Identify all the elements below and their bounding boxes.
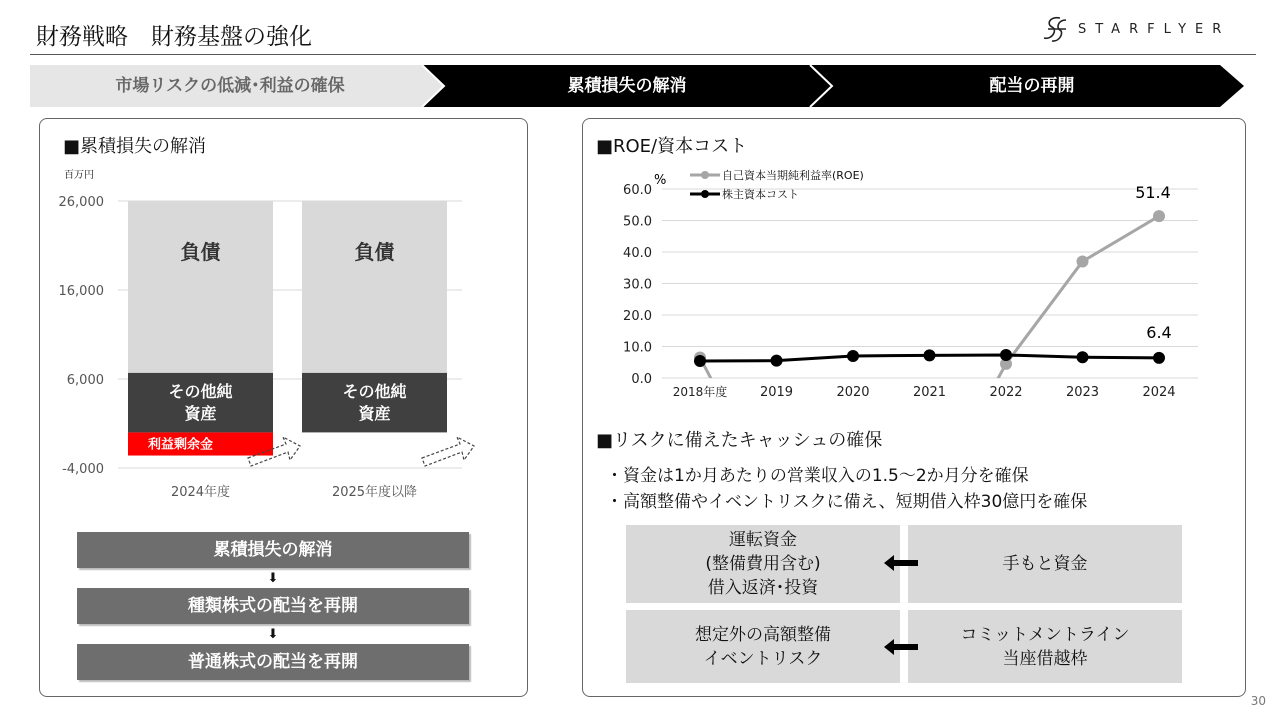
balance-chart	[40, 180, 526, 510]
y-tick-label: 10.0	[623, 340, 652, 356]
header-divider	[30, 54, 1256, 55]
data-point	[1000, 349, 1012, 361]
x-tick-label: 2021	[912, 385, 947, 400]
cash-heading: ■リスクに備えたキャッシュの確保	[596, 430, 883, 451]
chart1-unit: 百万円	[64, 170, 94, 181]
legend-label: 自己資本当期純利益率(ROE)	[722, 169, 864, 182]
x-tick-label: 2022	[989, 385, 1023, 400]
segment-label: 負債	[354, 239, 395, 264]
logo	[1040, 14, 1230, 44]
segment-label: 資産	[184, 404, 217, 424]
series-line	[700, 216, 1159, 412]
segment-label: 資産	[358, 404, 391, 424]
step-bar	[30, 65, 1246, 107]
y-tick-label: -4,000	[62, 462, 104, 477]
legend-marker	[701, 190, 709, 198]
down-arrow-icon: ⬇	[267, 571, 279, 586]
segment-label: その他純	[342, 382, 407, 402]
x-tick-label: 2024年度	[170, 485, 231, 500]
step-2: 累積損失の解消	[567, 76, 687, 96]
starflyer-logo-icon	[1040, 14, 1070, 44]
data-point	[1077, 255, 1089, 267]
y-tick-label: 40.0	[623, 246, 652, 261]
x-tick-label: 2025年度以降	[331, 485, 418, 500]
x-tick-label: 2023	[1065, 385, 1100, 400]
y-tick-label: 30.0	[623, 277, 652, 293]
y-tick-label: 6,000	[66, 373, 104, 388]
segment-label: 利益剰余金	[147, 437, 214, 453]
y-tick-label: 26,000	[58, 195, 104, 210]
step-3: 配当の再開	[989, 76, 1075, 96]
y-tick-label: 20.0	[623, 309, 652, 324]
flow-step-2: 種類株式の配当を再開	[77, 588, 469, 624]
bullet-1: ・資金は1か月あたりの営業収入の1.5～2か月分を確保	[606, 466, 1029, 486]
cash-row-1-right: 手もと資金	[908, 525, 1182, 603]
data-point	[771, 355, 783, 367]
x-tick-label: 2018年度	[672, 385, 728, 399]
data-point	[1153, 352, 1165, 364]
bar-segment	[128, 201, 273, 373]
legend-marker	[701, 171, 709, 179]
dashed-arrow-icon	[422, 437, 474, 466]
page-title: 財務戦略 財務基盤の強化	[36, 24, 312, 50]
data-point	[924, 349, 936, 361]
left-arrow-icon	[884, 637, 920, 657]
x-tick-label: 2020	[836, 385, 870, 400]
page-number: 30	[1250, 694, 1266, 708]
data-point	[1077, 351, 1089, 363]
data-label: 51.4	[1135, 183, 1171, 203]
left-heading: ■累積損失の解消	[63, 136, 207, 157]
y-tick-label: 0.0	[631, 372, 652, 387]
y-tick-label: 50.0	[623, 214, 652, 230]
segment-label: 負債	[180, 239, 221, 264]
flow-step-3: 普通株式の配当を再開	[77, 644, 469, 680]
flow-step-1: 累積損失の解消	[77, 532, 469, 568]
legend-label: 株主資本コスト	[722, 188, 799, 201]
segment-label: その他純	[168, 382, 233, 402]
step-1: 市場リスクの低減･利益の確保	[115, 76, 345, 96]
data-label: 6.4	[1146, 322, 1172, 342]
y-axis-unit: %	[654, 173, 667, 188]
y-tick-label: 60.0	[623, 183, 652, 198]
roe-chart	[590, 162, 1230, 412]
y-tick-label: 16,000	[58, 284, 104, 299]
data-point	[847, 350, 859, 362]
left-arrow-icon	[884, 553, 920, 573]
data-point	[1153, 210, 1165, 222]
down-arrow-icon: ⬇	[267, 627, 279, 642]
x-tick-label: 2019	[759, 385, 794, 400]
roe-heading: ■ROE/資本コスト	[596, 136, 748, 157]
x-tick-label: 2024	[1142, 385, 1176, 400]
data-point	[694, 355, 706, 367]
bullet-2: ・高額整備やイベントリスクに備え、短期借入枠30億円を確保	[606, 492, 1088, 512]
cash-row-2-right: コミットメントライン 当座借越枠	[908, 610, 1182, 683]
cash-row-2-left: 想定外の高額整備 イベントリスク	[626, 610, 900, 683]
cash-row-1-left: 運転資金 (整備費用含む) 借入返済･投資	[626, 525, 900, 603]
bar-segment	[302, 201, 447, 373]
logo-text: STARFLYER	[1078, 21, 1231, 37]
